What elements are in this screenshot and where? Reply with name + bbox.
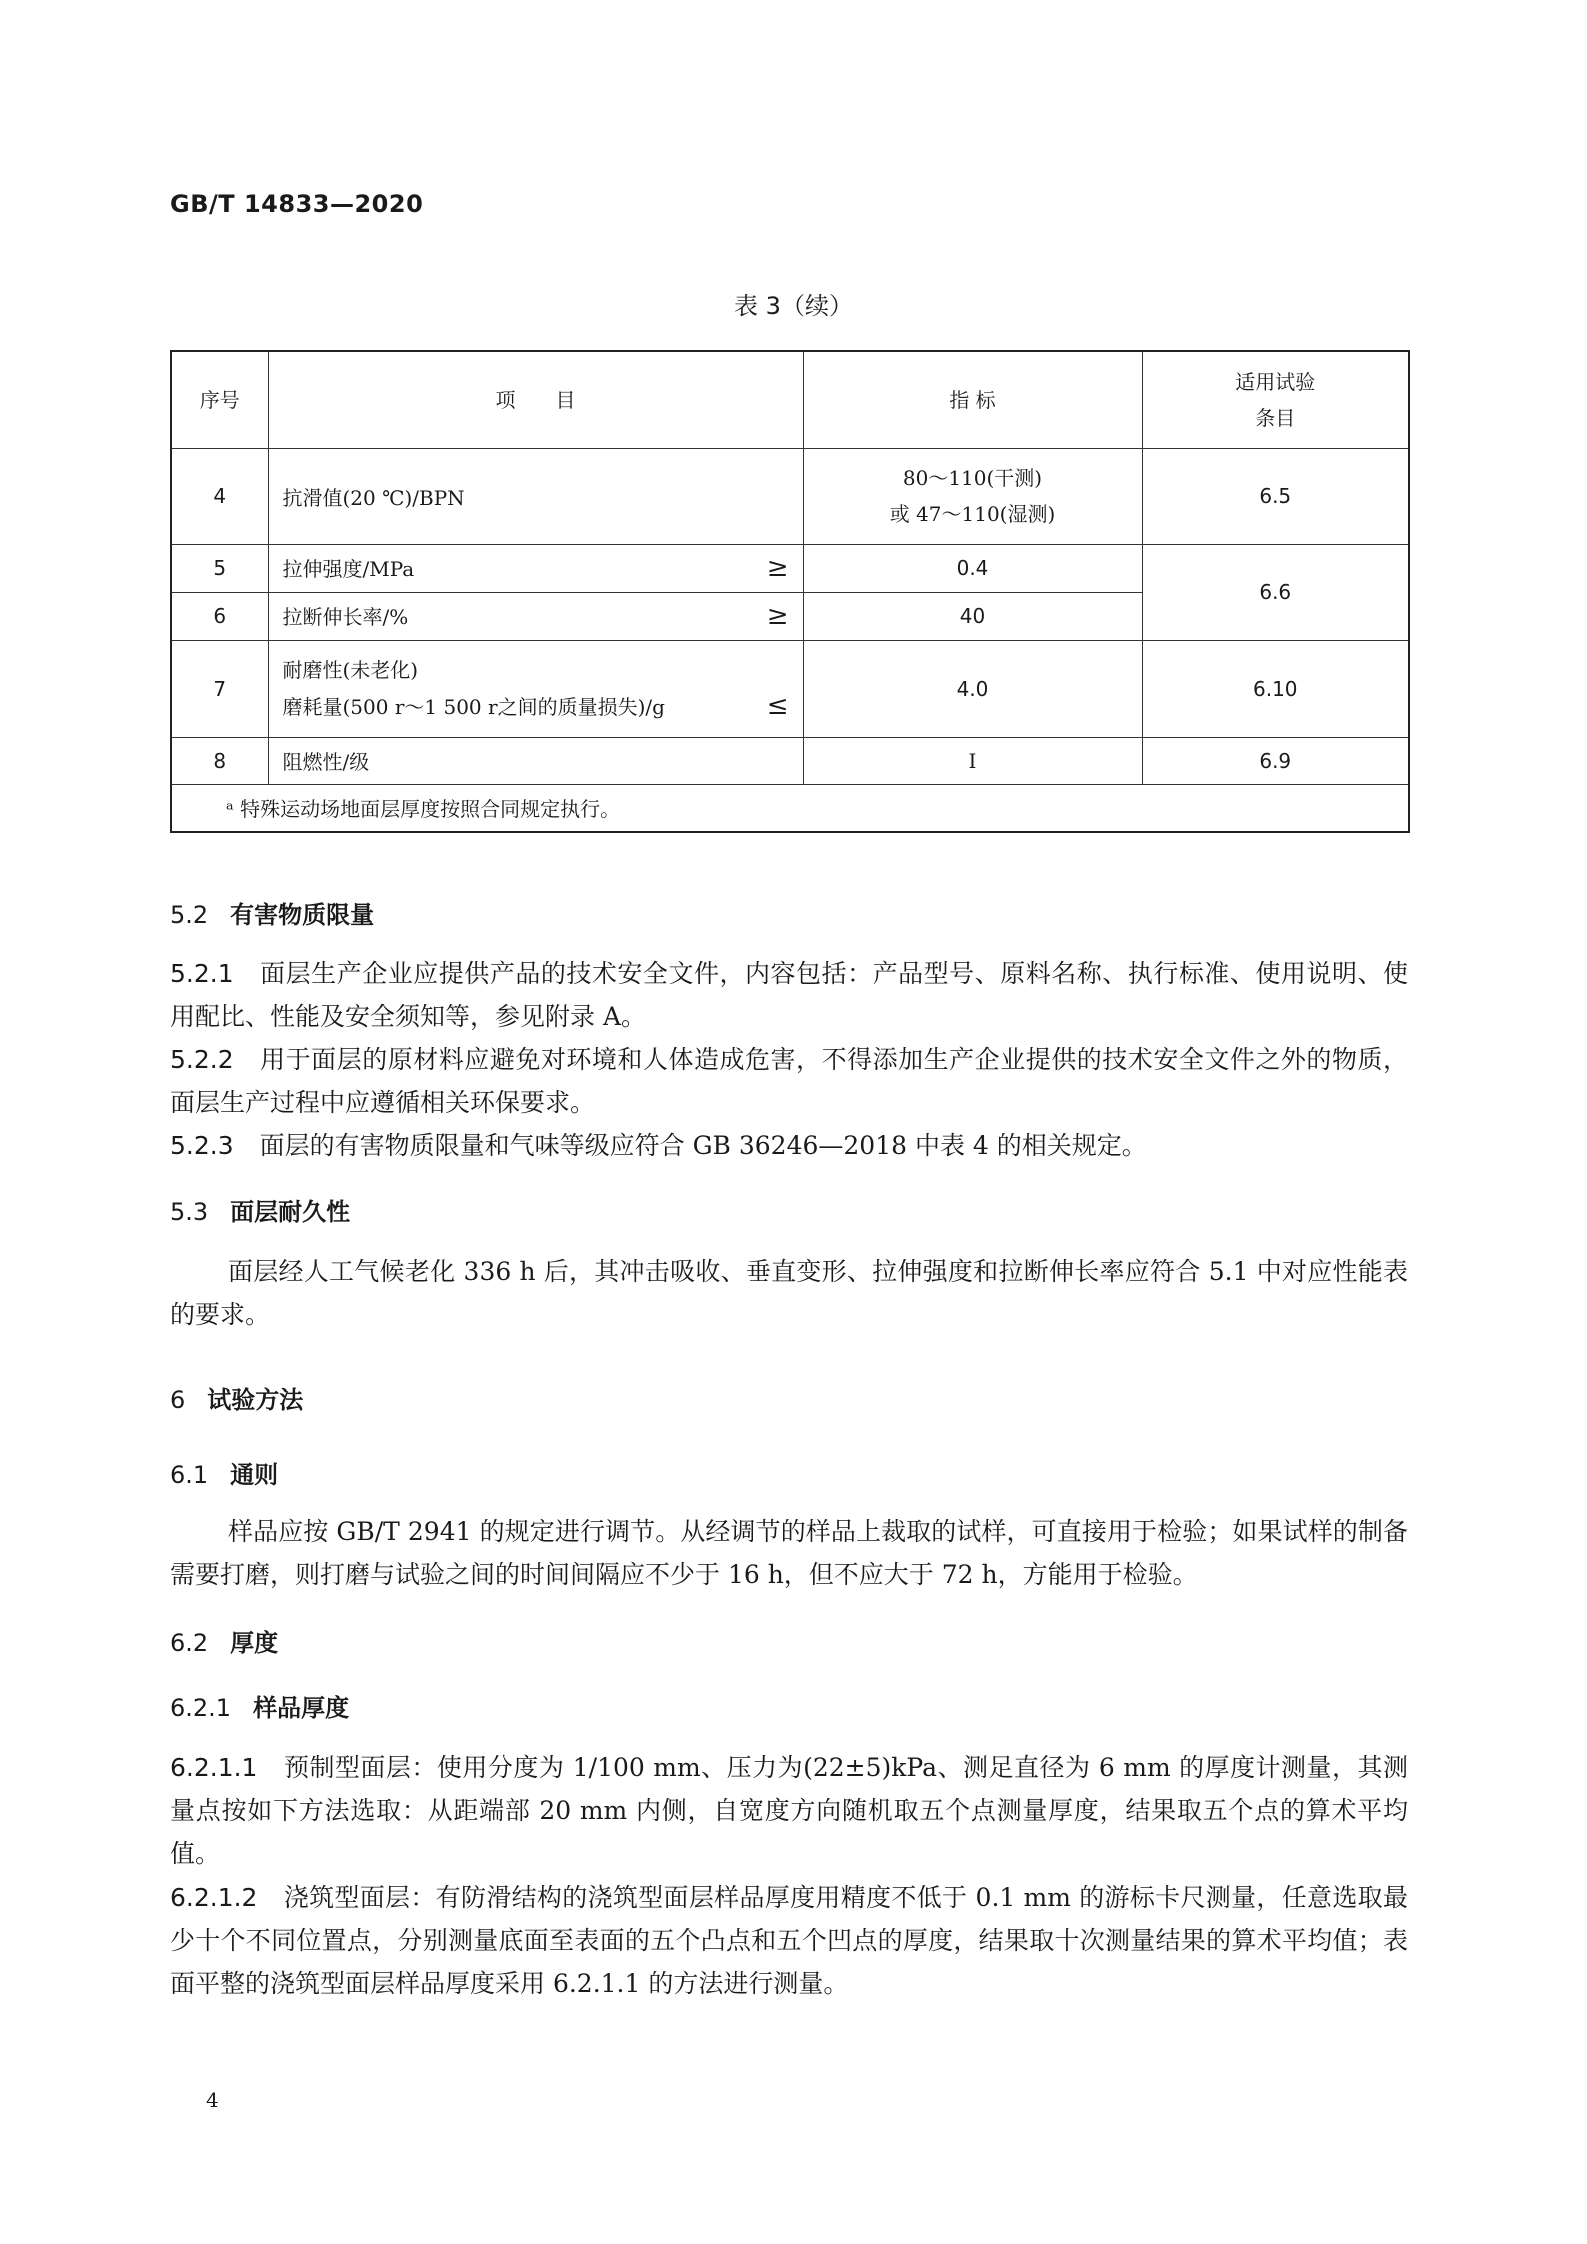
- section-title: 厚度: [230, 1629, 279, 1657]
- body-paragraph: 样品应按 GB/T 2941 的规定进行调节。从经调节的样品上裁取的试样，可直接用于检验；如果试样的制备需要打磨，则打磨与试验之间的时间间隔应不少于 16 h，但不应大于 72 h，方能用于检验。: [170, 1517, 1408, 1589]
- spec-table: [170, 350, 1410, 833]
- table-row: [171, 640, 1409, 737]
- row-clause: 6.9: [1142, 737, 1409, 784]
- clause-paragraph: [170, 1124, 1408, 1167]
- header-no: 序号: [171, 351, 268, 448]
- clause-text: 用于面层的原材料应避免对环境和人体造成危害，不得添加生产企业提供的技术安全文件之外的物质，面层生产过程中应遵循相关环保要求。: [170, 1045, 1408, 1117]
- clause-number: 5.2.2: [170, 1045, 234, 1074]
- header-item: 项 目: [268, 351, 803, 448]
- section-heading: [170, 1455, 278, 1490]
- row-item: 拉断伸长率/%: [282, 605, 409, 629]
- section-number: 6.1: [170, 1461, 209, 1489]
- header-clause: 适用试验 条目: [1142, 351, 1409, 448]
- clause-number: 5.2.3: [170, 1131, 234, 1160]
- table-footnote: ᵃ 特殊运动场地面层厚度按照合同规定执行。: [171, 784, 1409, 832]
- row-item: 拉伸强度/MPa: [282, 557, 415, 581]
- relation-symbol: ≤: [766, 690, 789, 721]
- row-item-cell: [268, 544, 803, 592]
- section-heading: [170, 1192, 350, 1227]
- row-no: 7: [171, 640, 268, 737]
- row-no: 6: [171, 592, 268, 640]
- document-id: GB/T 14833—2020: [170, 190, 424, 218]
- row-value: 4.0: [803, 640, 1142, 737]
- subsection-heading: [170, 1688, 349, 1723]
- table-row: [171, 448, 1409, 544]
- relation-symbol: ≥: [766, 601, 789, 631]
- row-item-cell: [268, 640, 803, 737]
- relation-symbol: ≥: [766, 553, 789, 583]
- chapter-heading: [170, 1380, 303, 1415]
- row-item: 抗滑值(20 ℃)/BPN: [268, 448, 803, 544]
- row-item-cell: [268, 592, 803, 640]
- clause-paragraph: [170, 952, 1408, 1038]
- table-caption: 表 3（续）: [734, 292, 853, 320]
- section-title: 通则: [230, 1461, 279, 1489]
- row-item: 耐磨性(未老化) 磨耗量(500 r～1 500 r之间的质量损失)/g: [282, 657, 665, 719]
- section-number: 5.3: [170, 1198, 209, 1226]
- clause-paragraph: [170, 1746, 1408, 1875]
- page-number: 4: [206, 2088, 219, 2112]
- body-paragraph: 面层经人工气候老化 336 h 后，其冲击吸收、垂直变形、拉伸强度和拉断伸长率应符合 5.1 中对应性能表的要求。: [170, 1257, 1408, 1329]
- section-title: 有害物质限量: [230, 901, 375, 929]
- section-heading: [170, 895, 374, 930]
- table-footnote-row: [171, 784, 1409, 832]
- subsection-number: 6.2.1: [170, 1694, 232, 1722]
- chapter-title: 试验方法: [207, 1386, 304, 1414]
- row-no: 8: [171, 737, 268, 784]
- section-number: 6.2: [170, 1629, 209, 1657]
- table-row: [171, 737, 1409, 784]
- section-heading: [170, 1623, 278, 1658]
- row-clause: 6.6: [1142, 544, 1409, 640]
- row-no: 4: [171, 448, 268, 544]
- clause-paragraph: [170, 1038, 1408, 1124]
- table-header-row: [171, 351, 1409, 448]
- row-clause: 6.5: [1142, 448, 1409, 544]
- subsection-title: 样品厚度: [253, 1694, 350, 1722]
- row-value: 0.4: [803, 544, 1142, 592]
- row-value: 80～110(干测) 或 47～110(湿测): [803, 448, 1142, 544]
- section-title: 面层耐久性: [230, 1198, 351, 1226]
- section-number: 5.2: [170, 901, 209, 929]
- clause-text: 面层的有害物质限量和气味等级应符合 GB 36246—2018 中表 4 的相关规定。: [259, 1131, 1147, 1160]
- clause-text: 面层生产企业应提供产品的技术安全文件，内容包括：产品型号、原料名称、执行标准、使用说明、使用配比、性能及安全须知等，参见附录 A。: [170, 959, 1408, 1031]
- header-value: 指 标: [803, 351, 1142, 448]
- row-item: 阻燃性/级: [268, 737, 803, 784]
- row-clause: 6.10: [1142, 640, 1409, 737]
- chapter-number: 6: [170, 1386, 186, 1414]
- clause-number: 6.2.1.2: [170, 1883, 258, 1912]
- clause-number: 6.2.1.1: [170, 1753, 258, 1782]
- clause-text: 预制型面层：使用分度为 1/100 mm、压力为(22±5)kPa、测足直径为 6 mm 的厚度计测量，其测量点按如下方法选取：从距端部 20 mm 内侧，自宽度方向随机取五个点测量厚度，结果取五个点的算术平均值。: [170, 1753, 1408, 1868]
- clause-number: 5.2.1: [170, 959, 234, 988]
- row-value: 40: [803, 592, 1142, 640]
- row-value: Ⅰ: [803, 737, 1142, 784]
- clause-text: 浇筑型面层：有防滑结构的浇筑型面层样品厚度用精度不低于 0.1 mm 的游标卡尺测量，任意选取最少十个不同位置点，分别测量底面至表面的五个凸点和五个凹点的厚度，结果取十次测量结果的算术平均值；表面平整的浇筑型面层样品厚度采用 6.2.1.1 的方法进行测量。: [170, 1883, 1408, 1998]
- clause-paragraph: [170, 1876, 1408, 2005]
- table-row: [171, 544, 1409, 592]
- row-no: 5: [171, 544, 268, 592]
